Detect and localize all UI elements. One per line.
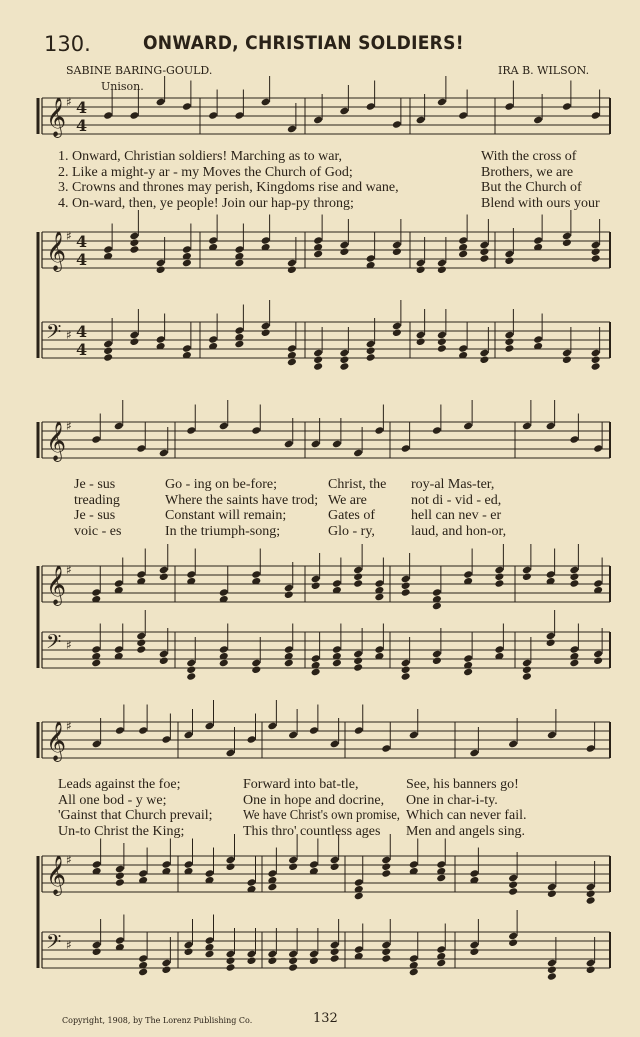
note-head xyxy=(463,668,473,677)
note-head xyxy=(225,956,235,965)
note-head xyxy=(479,247,489,256)
note-head xyxy=(288,963,298,972)
note-head xyxy=(159,656,169,665)
note-head xyxy=(115,878,125,887)
note-head xyxy=(508,938,518,947)
note-head xyxy=(569,572,579,581)
note-head xyxy=(353,572,363,581)
note-head xyxy=(353,656,363,665)
treble-clef-icon: 𝄞 xyxy=(46,565,67,605)
lyric-line: Un-to Christ the King; xyxy=(58,823,185,839)
note-head xyxy=(586,889,596,898)
lyrics-row3-col-a xyxy=(58,777,213,839)
note-head xyxy=(374,593,384,602)
note-head xyxy=(494,572,504,581)
note-head xyxy=(392,247,402,256)
note-head xyxy=(225,963,235,972)
lyric-line: We are xyxy=(328,492,367,508)
note-head xyxy=(593,656,603,665)
lyric-line: One in hope and docrine, xyxy=(243,792,385,808)
lyric-line: Je - sus xyxy=(74,477,116,492)
lyric-line: With the cross of xyxy=(481,149,577,164)
note-head xyxy=(156,265,166,274)
note-head xyxy=(591,254,601,263)
note-head xyxy=(234,259,244,268)
sharp-icon: ♯ xyxy=(66,563,72,577)
note-head xyxy=(219,659,229,668)
note-head xyxy=(353,663,363,672)
note-head xyxy=(92,947,102,956)
bass-clef-icon: 𝄢 xyxy=(46,930,62,958)
note-head xyxy=(225,862,235,871)
note-head xyxy=(182,259,192,268)
lyric-line: roy-al Mas-ter, xyxy=(411,477,495,492)
note-head xyxy=(569,659,579,668)
note-head xyxy=(469,947,479,956)
note-head xyxy=(416,265,426,274)
note-head xyxy=(504,344,514,353)
note-head xyxy=(159,572,169,581)
lyrics-row1-col-b xyxy=(481,149,600,211)
note-head xyxy=(136,645,146,654)
composer: IRA B. WILSON. xyxy=(498,64,590,77)
note-head xyxy=(311,581,321,590)
treble-clef-icon: 𝄞 xyxy=(46,855,67,895)
lyric-line: 1. Onward, Christian soldiers! Marching as to war, xyxy=(58,149,343,164)
note-head xyxy=(504,256,514,265)
note-head xyxy=(479,254,489,263)
bass-clef-icon: 𝄢 xyxy=(46,320,62,348)
lyric-line: We have Christ's own promise, xyxy=(243,808,400,823)
lyrics-row2-col-d xyxy=(411,477,506,539)
note-head xyxy=(330,954,340,963)
hymn-title: ONWARD, CHRISTIAN SOLDIERS! xyxy=(143,32,464,54)
lyric-line: Gates of xyxy=(328,508,376,523)
lyric-line: Go - ing on be-fore; xyxy=(165,477,277,492)
note-head xyxy=(288,862,298,871)
note-head xyxy=(251,665,261,674)
note-head xyxy=(494,579,504,588)
note-head xyxy=(401,672,411,681)
note-head xyxy=(381,869,391,878)
time-signature: 4 xyxy=(76,232,88,251)
note-head xyxy=(129,337,139,346)
note-head xyxy=(129,238,139,247)
sharp-icon: ♯ xyxy=(66,328,72,342)
treble-clef-icon: 𝄞 xyxy=(46,231,67,271)
lyric-line: hell can nev - er xyxy=(411,508,502,523)
treble-clef-icon: 𝄞 xyxy=(46,421,67,461)
note-head xyxy=(267,956,277,965)
note-head xyxy=(547,889,557,898)
hymn-number: 130. xyxy=(44,32,91,56)
note-head xyxy=(246,956,256,965)
note-head xyxy=(436,959,446,968)
note-head xyxy=(103,353,113,362)
lyric-line: Brothers, we are xyxy=(481,164,574,180)
note-head xyxy=(354,892,364,901)
note-head xyxy=(437,337,447,346)
note-head xyxy=(366,353,376,362)
note-head xyxy=(330,862,340,871)
lyric-line: Forward into bat-tle, xyxy=(243,777,359,792)
note-head xyxy=(504,337,514,346)
note-head xyxy=(381,954,391,963)
note-head xyxy=(392,328,402,337)
note-head xyxy=(522,665,532,674)
note-head xyxy=(508,880,518,889)
note-head xyxy=(288,956,298,965)
time-signature: 4 xyxy=(76,98,88,117)
note-head xyxy=(309,956,319,965)
time-signature: 4 xyxy=(76,340,88,359)
note-head xyxy=(437,344,447,353)
lyric-line: Blend with ours your xyxy=(481,195,600,211)
note-head xyxy=(569,579,579,588)
lyric-line: 'Gainst that Church prevail; xyxy=(58,808,213,823)
lyric-line: Constant will remain; xyxy=(165,508,287,523)
note-head xyxy=(508,887,518,896)
treble-clef-icon: 𝄞 xyxy=(46,721,67,761)
lyric-line: Christ, the xyxy=(328,477,387,492)
lyrics-row2-col-a xyxy=(74,477,121,539)
note-head xyxy=(586,965,596,974)
lyric-line: All one bod - y we; xyxy=(58,792,167,808)
note-head xyxy=(339,362,349,371)
note-head xyxy=(284,590,294,599)
note-head xyxy=(353,579,363,588)
lyrics-row3-col-c xyxy=(406,777,527,839)
treble-clef-icon: 𝄞 xyxy=(46,97,67,137)
note-head xyxy=(436,874,446,883)
note-head xyxy=(313,362,323,371)
lyric-line: But the Church of xyxy=(481,180,582,195)
sharp-icon: ♯ xyxy=(66,853,72,867)
note-head xyxy=(115,871,125,880)
note-head xyxy=(547,972,557,981)
note-head xyxy=(284,659,294,668)
note-head xyxy=(339,247,349,256)
lyric-line: See, his banners go! xyxy=(406,777,519,792)
note-head xyxy=(591,247,601,256)
note-head xyxy=(103,346,113,355)
note-head xyxy=(437,265,447,274)
sharp-icon: ♯ xyxy=(66,419,72,433)
sharp-icon: ♯ xyxy=(66,638,72,652)
note-head xyxy=(161,965,171,974)
time-signature: 4 xyxy=(76,116,88,135)
note-head xyxy=(311,668,321,677)
time-signature: 4 xyxy=(76,250,88,269)
note-head xyxy=(522,572,532,581)
lyric-line: not di - vid - ed, xyxy=(411,492,502,508)
note-head xyxy=(366,346,376,355)
lyrics-row2-col-b xyxy=(165,477,318,539)
lyric-line: 2. Like a might-y ar - my Moves the Church of God; xyxy=(58,164,353,180)
note-head xyxy=(91,659,101,668)
lyric-line: 4. On-ward, then, ye people! Join our hap-py throng; xyxy=(58,195,354,211)
note-head xyxy=(330,947,340,956)
bass-clef-icon: 𝄢 xyxy=(46,630,62,658)
note-head xyxy=(591,362,601,371)
note-head xyxy=(313,250,323,259)
lyric-line: laud, and hon-or, xyxy=(411,523,507,539)
lyric-line: 3. Crowns and thrones may perish, Kingdoms rise and wane, xyxy=(58,180,399,195)
lyrics-row3-col-b xyxy=(243,777,417,839)
page-number: 132 xyxy=(313,1011,338,1026)
lyric-line: Men and angels sing. xyxy=(406,823,525,839)
note-head xyxy=(186,672,196,681)
time-signature: 4 xyxy=(76,322,88,341)
note-head xyxy=(401,588,411,597)
lyric-line: In the triumph-song; xyxy=(165,523,281,539)
lyrics-row2-col-c xyxy=(328,477,386,539)
note-head xyxy=(432,656,442,665)
note-head xyxy=(186,665,196,674)
note-head xyxy=(401,581,411,590)
note-head xyxy=(381,862,391,871)
note-head xyxy=(547,965,557,974)
note-head xyxy=(287,265,297,274)
note-head xyxy=(339,355,349,364)
note-head xyxy=(586,896,596,905)
note-head xyxy=(409,968,419,977)
note-head xyxy=(401,665,411,674)
note-head xyxy=(546,638,556,647)
lyric-line: Which can never fail. xyxy=(406,808,527,823)
note-head xyxy=(138,968,148,977)
note-head xyxy=(287,358,297,367)
lyric-line: Glo - ry, xyxy=(328,523,375,539)
note-head xyxy=(204,950,214,959)
lyric-line: Where the saints have trod; xyxy=(165,492,319,508)
note-head xyxy=(129,245,139,254)
lyric-line: treading xyxy=(74,492,120,508)
lyric-line: Leads against the foe; xyxy=(58,777,181,792)
note-head xyxy=(313,355,323,364)
lyrics-row1-col-a xyxy=(58,149,399,211)
sharp-icon: ♯ xyxy=(66,719,72,733)
lyric-line: This thro' countless ages xyxy=(243,823,381,839)
note-head xyxy=(136,638,146,647)
note-head xyxy=(416,337,426,346)
lyric-line: One in char-i-ty. xyxy=(406,792,498,808)
copyright: Copyright, 1908, by The Lorenz Publishing Co. xyxy=(62,1016,253,1025)
lyric-line: voic - es xyxy=(74,523,122,539)
note-head xyxy=(562,355,572,364)
note-head xyxy=(261,328,271,337)
author: SABINE BARING-GOULD. xyxy=(66,64,213,77)
direction: Unison. xyxy=(101,80,144,93)
sharp-icon: ♯ xyxy=(66,95,72,109)
note-head xyxy=(432,602,442,611)
note-head xyxy=(183,947,193,956)
note-head xyxy=(562,238,572,247)
note-head xyxy=(458,250,468,259)
sharp-icon: ♯ xyxy=(66,229,72,243)
note-head xyxy=(234,340,244,349)
note-head xyxy=(332,659,342,668)
note-head xyxy=(479,355,489,364)
note-head xyxy=(381,947,391,956)
note-head xyxy=(591,355,601,364)
sharp-icon: ♯ xyxy=(66,938,72,952)
note-head xyxy=(522,672,532,681)
note-head xyxy=(267,883,277,892)
lyric-line: Je - sus xyxy=(74,508,116,523)
